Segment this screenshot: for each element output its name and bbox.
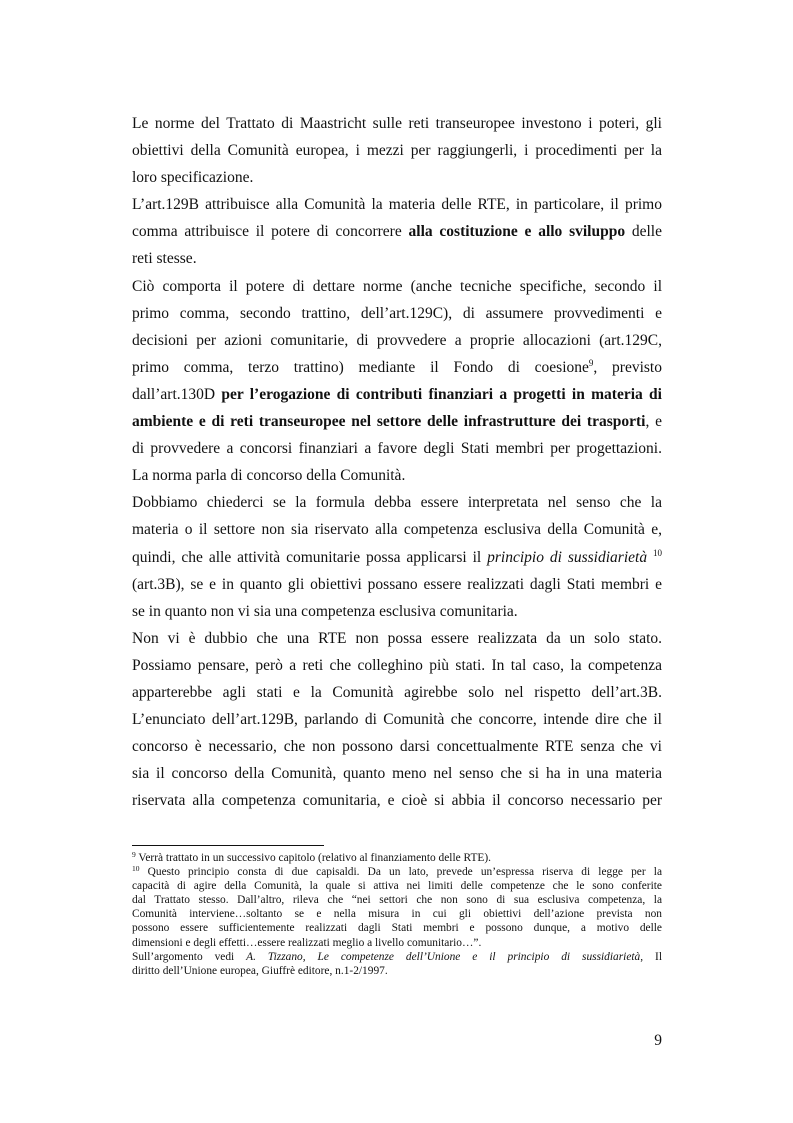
footnote-fn10-line: Comunità interviene…soltanto se e nella misura in cui gli obiettivi dell’azione prevista non bbox=[132, 908, 662, 921]
paragraph-p3-line: primo comma, secondo trattino, dell’art.129C), di assumere provvedimenti e bbox=[132, 304, 662, 322]
footnote-fn10-line: dal Trattato stesso. Dall’altro, rileva che “nei settori che non sono di sua esclusiva competenza, la bbox=[132, 894, 662, 907]
paragraph-p3-line: primo comma, terzo trattino) mediante il Fondo di coesione$^9$, previsto bbox=[132, 357, 662, 376]
paragraph-p5-line: apparterebbe agli stati e la Comunità agirebbe solo nel rispetto dell’art.3B. bbox=[132, 683, 662, 701]
paragraph-p5-line: L’enunciato dell’art.129B, parlando di Comunità che concorre, intende dire che il bbox=[132, 711, 662, 729]
paragraph-p2-line: reti stesse. bbox=[132, 250, 197, 268]
paragraph-p5-line: sia il concorso della Comunità, quanto meno nel senso che si ha in una materia bbox=[132, 765, 662, 783]
footnote-fn9-line: $^9$ Verrà trattato in un successivo capitolo (relativo al finanziamento delle RTE). bbox=[132, 850, 492, 864]
paragraph-p3-line: decisioni per azioni comunitarie, di provvedere a proprie allocazioni (art.129C, bbox=[132, 331, 662, 349]
footnote-fn10-line: dimensioni e degli effetti…essere realizzati meglio a livello comunitario…”. bbox=[132, 936, 482, 949]
footnotes bbox=[132, 851, 662, 978]
body-text bbox=[132, 110, 662, 814]
paragraph-p1-line: loro specificazione. bbox=[132, 169, 254, 187]
paragraph-p3-line: La norma parla di concorso della Comunità. bbox=[132, 467, 406, 485]
footnote-fn10-line: diritto dell’Unione europea, Giuffrè editore, n.1-2/1997. bbox=[132, 964, 388, 977]
page-number: 9 bbox=[654, 1032, 662, 1049]
footnote-fn10-line: Sull’argomento vedi A. Tizzano, Le competenze dell’Unione e il principio di sussidiarietà, Il bbox=[132, 950, 662, 963]
paragraph-p3-line: Ciò comporta il potere di dettare norme (anche tecniche specifiche, secondo il bbox=[132, 277, 662, 295]
paragraph-p4-line: materia o il settore non sia riservato alla competenza esclusiva della Comunità e, bbox=[132, 521, 662, 539]
paragraph-p5-line: concorso è necessario, che non possono darsi concettualmente RTE senza che vi bbox=[132, 738, 662, 756]
footnote-fn10-line: $^{10}$ Questo principio consta di due capisaldi. Da un lato, prevede un’espressa riserva di legge per la bbox=[132, 864, 662, 879]
paragraph-p5-line: riservata alla competenza comunitaria, e cioè si abbia il concorso necessario per bbox=[132, 792, 662, 810]
paragraph-p1-line: Le norme del Trattato di Maastricht sulle reti transeuropee investono i poteri, gli bbox=[132, 115, 662, 132]
paragraph-p4-line: (art.3B), se e in quanto gli obiettivi possano essere realizzati dagli Stati membri e bbox=[132, 575, 662, 593]
paragraph-p4-line: Dobbiamo chiederci se la formula debba essere interpretata nel senso che la bbox=[132, 494, 662, 512]
paragraph-p1-line: obiettivi della Comunità europea, i mezzi per raggiungerli, i procedimenti per la bbox=[132, 142, 662, 160]
paragraph-p3-line: ambiente e di reti transeuropee nel settore delle infrastrutture dei trasporti, e bbox=[132, 413, 662, 431]
footnote-separator bbox=[132, 845, 324, 846]
footnote-fn10-line: possono essere sufficientemente realizzati dagli Stati membri e possono dunque, a motivo delle bbox=[132, 922, 662, 935]
paragraph-p2-line: L’art.129B attribuisce alla Comunità la materia delle RTE, in particolare, il primo bbox=[132, 196, 662, 214]
paragraph-p4-line: se in quanto non vi sia una competenza esclusiva comunitaria. bbox=[132, 602, 518, 620]
paragraph-p5-line: Non vi è dubbio che una RTE non possa essere realizzata da un solo stato. bbox=[132, 629, 662, 647]
footnote-fn10-line: capacità di agire della Comunità, la quale si attiva nei limiti delle competenze che le sono conferite bbox=[132, 880, 662, 893]
paragraph-p4-line: quindi, che alle attività comunitarie possa applicarsi il principio di sussidiarietà $^{10}$ bbox=[132, 547, 662, 566]
paragraph-p3-line: dall’art.130D per l’erogazione di contributi finanziari a progetti in materia di bbox=[132, 385, 662, 403]
paragraph-p5-line: Possiamo pensare, però a reti che colleghino più stati. In tal caso, la competenza bbox=[132, 656, 662, 674]
paragraph-p3-line: di provvedere a concorsi finanziari a favore degli Stati membri per progettazioni. bbox=[132, 440, 662, 458]
paragraph-p2-line: comma attribuisce il potere di concorrere alla costituzione e allo sviluppo delle bbox=[132, 223, 662, 241]
